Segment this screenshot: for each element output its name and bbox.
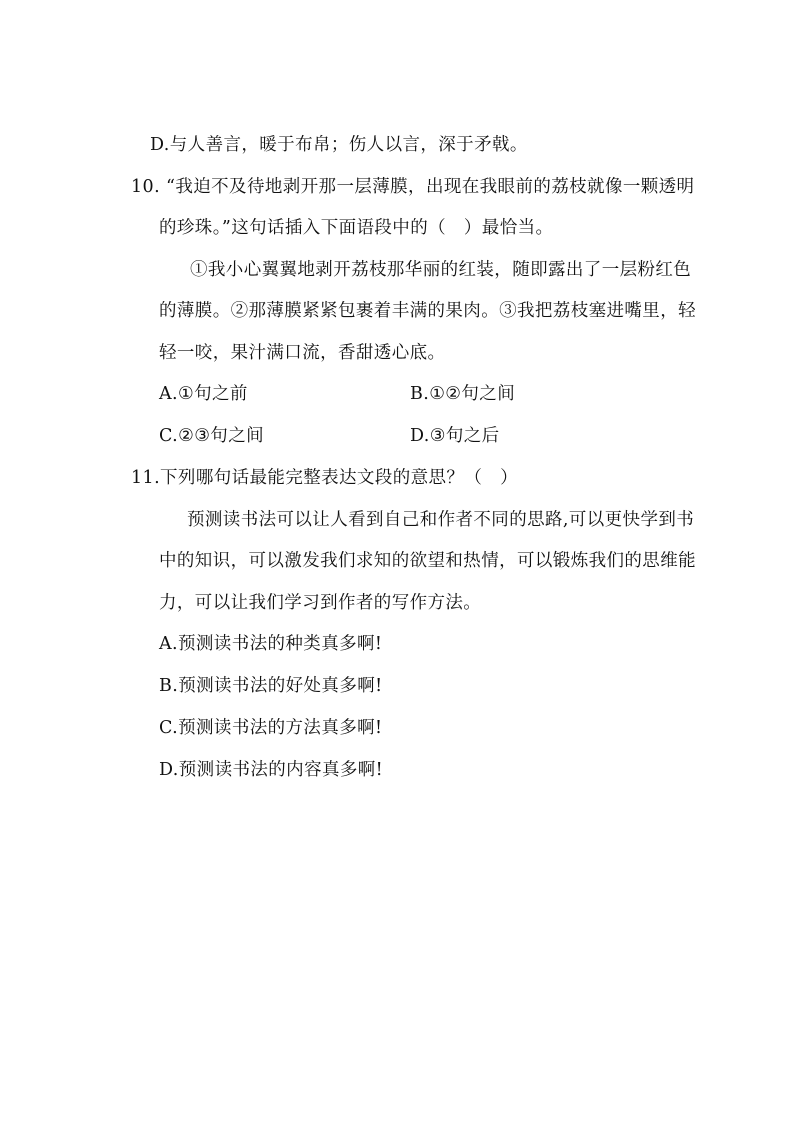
q11-option-c: C.预测读书法的方法真多啊! bbox=[159, 718, 383, 738]
q11-passage-line-1: 预测读书法可以让人看到自己和作者不同的思路,可以更快学到书 bbox=[187, 510, 695, 530]
q10-option-c: C.②③句之间 bbox=[159, 426, 265, 446]
q11-stem: 11.下列哪句话最能完整表达文段的意思？（ ） bbox=[131, 468, 519, 488]
q11-option-d: D.预测读书法的内容真多啊! bbox=[159, 760, 384, 780]
q10-passage-line-1: ①我小心翼翼地剥开荔枝那华丽的红装，随即露出了一层粉红色 bbox=[190, 260, 692, 280]
q11-option-b: B.预测读书法的好处真多啊! bbox=[159, 676, 383, 696]
q10-stem-line-1: 10. “我迫不及待地剥开那一层薄膜，出现在我眼前的荔枝就像一颗透明 bbox=[131, 177, 695, 197]
q9-option-d: D.与人善言，暖于布帛；伤人以言，深于矛戟。 bbox=[150, 135, 528, 155]
q10-option-d: D.③句之后 bbox=[410, 426, 500, 446]
q11-passage-line-2: 中的知识，可以激发我们求知的欲望和热情，可以锻炼我们的思维能 bbox=[159, 551, 696, 571]
q10-option-a: A.①句之前 bbox=[159, 384, 248, 404]
q11-passage-line-3: 力，可以让我们学习到作者的写作方法。 bbox=[159, 593, 482, 613]
q10-passage-line-3: 轻一咬，果汁满口流，香甜透心底。 bbox=[159, 343, 446, 363]
q10-passage-line-2: 的薄膜。②那薄膜紧紧包裹着丰满的果肉。③我把荔枝塞进嘴里，轻 bbox=[159, 301, 696, 321]
q10-option-b: B.①②句之间 bbox=[410, 384, 516, 404]
q11-option-a: A.预测读书法的种类真多啊! bbox=[159, 634, 383, 654]
q10-stem-line-2: 的珍珠。”这句话插入下面语段中的（ ）最恰当。 bbox=[159, 218, 554, 238]
